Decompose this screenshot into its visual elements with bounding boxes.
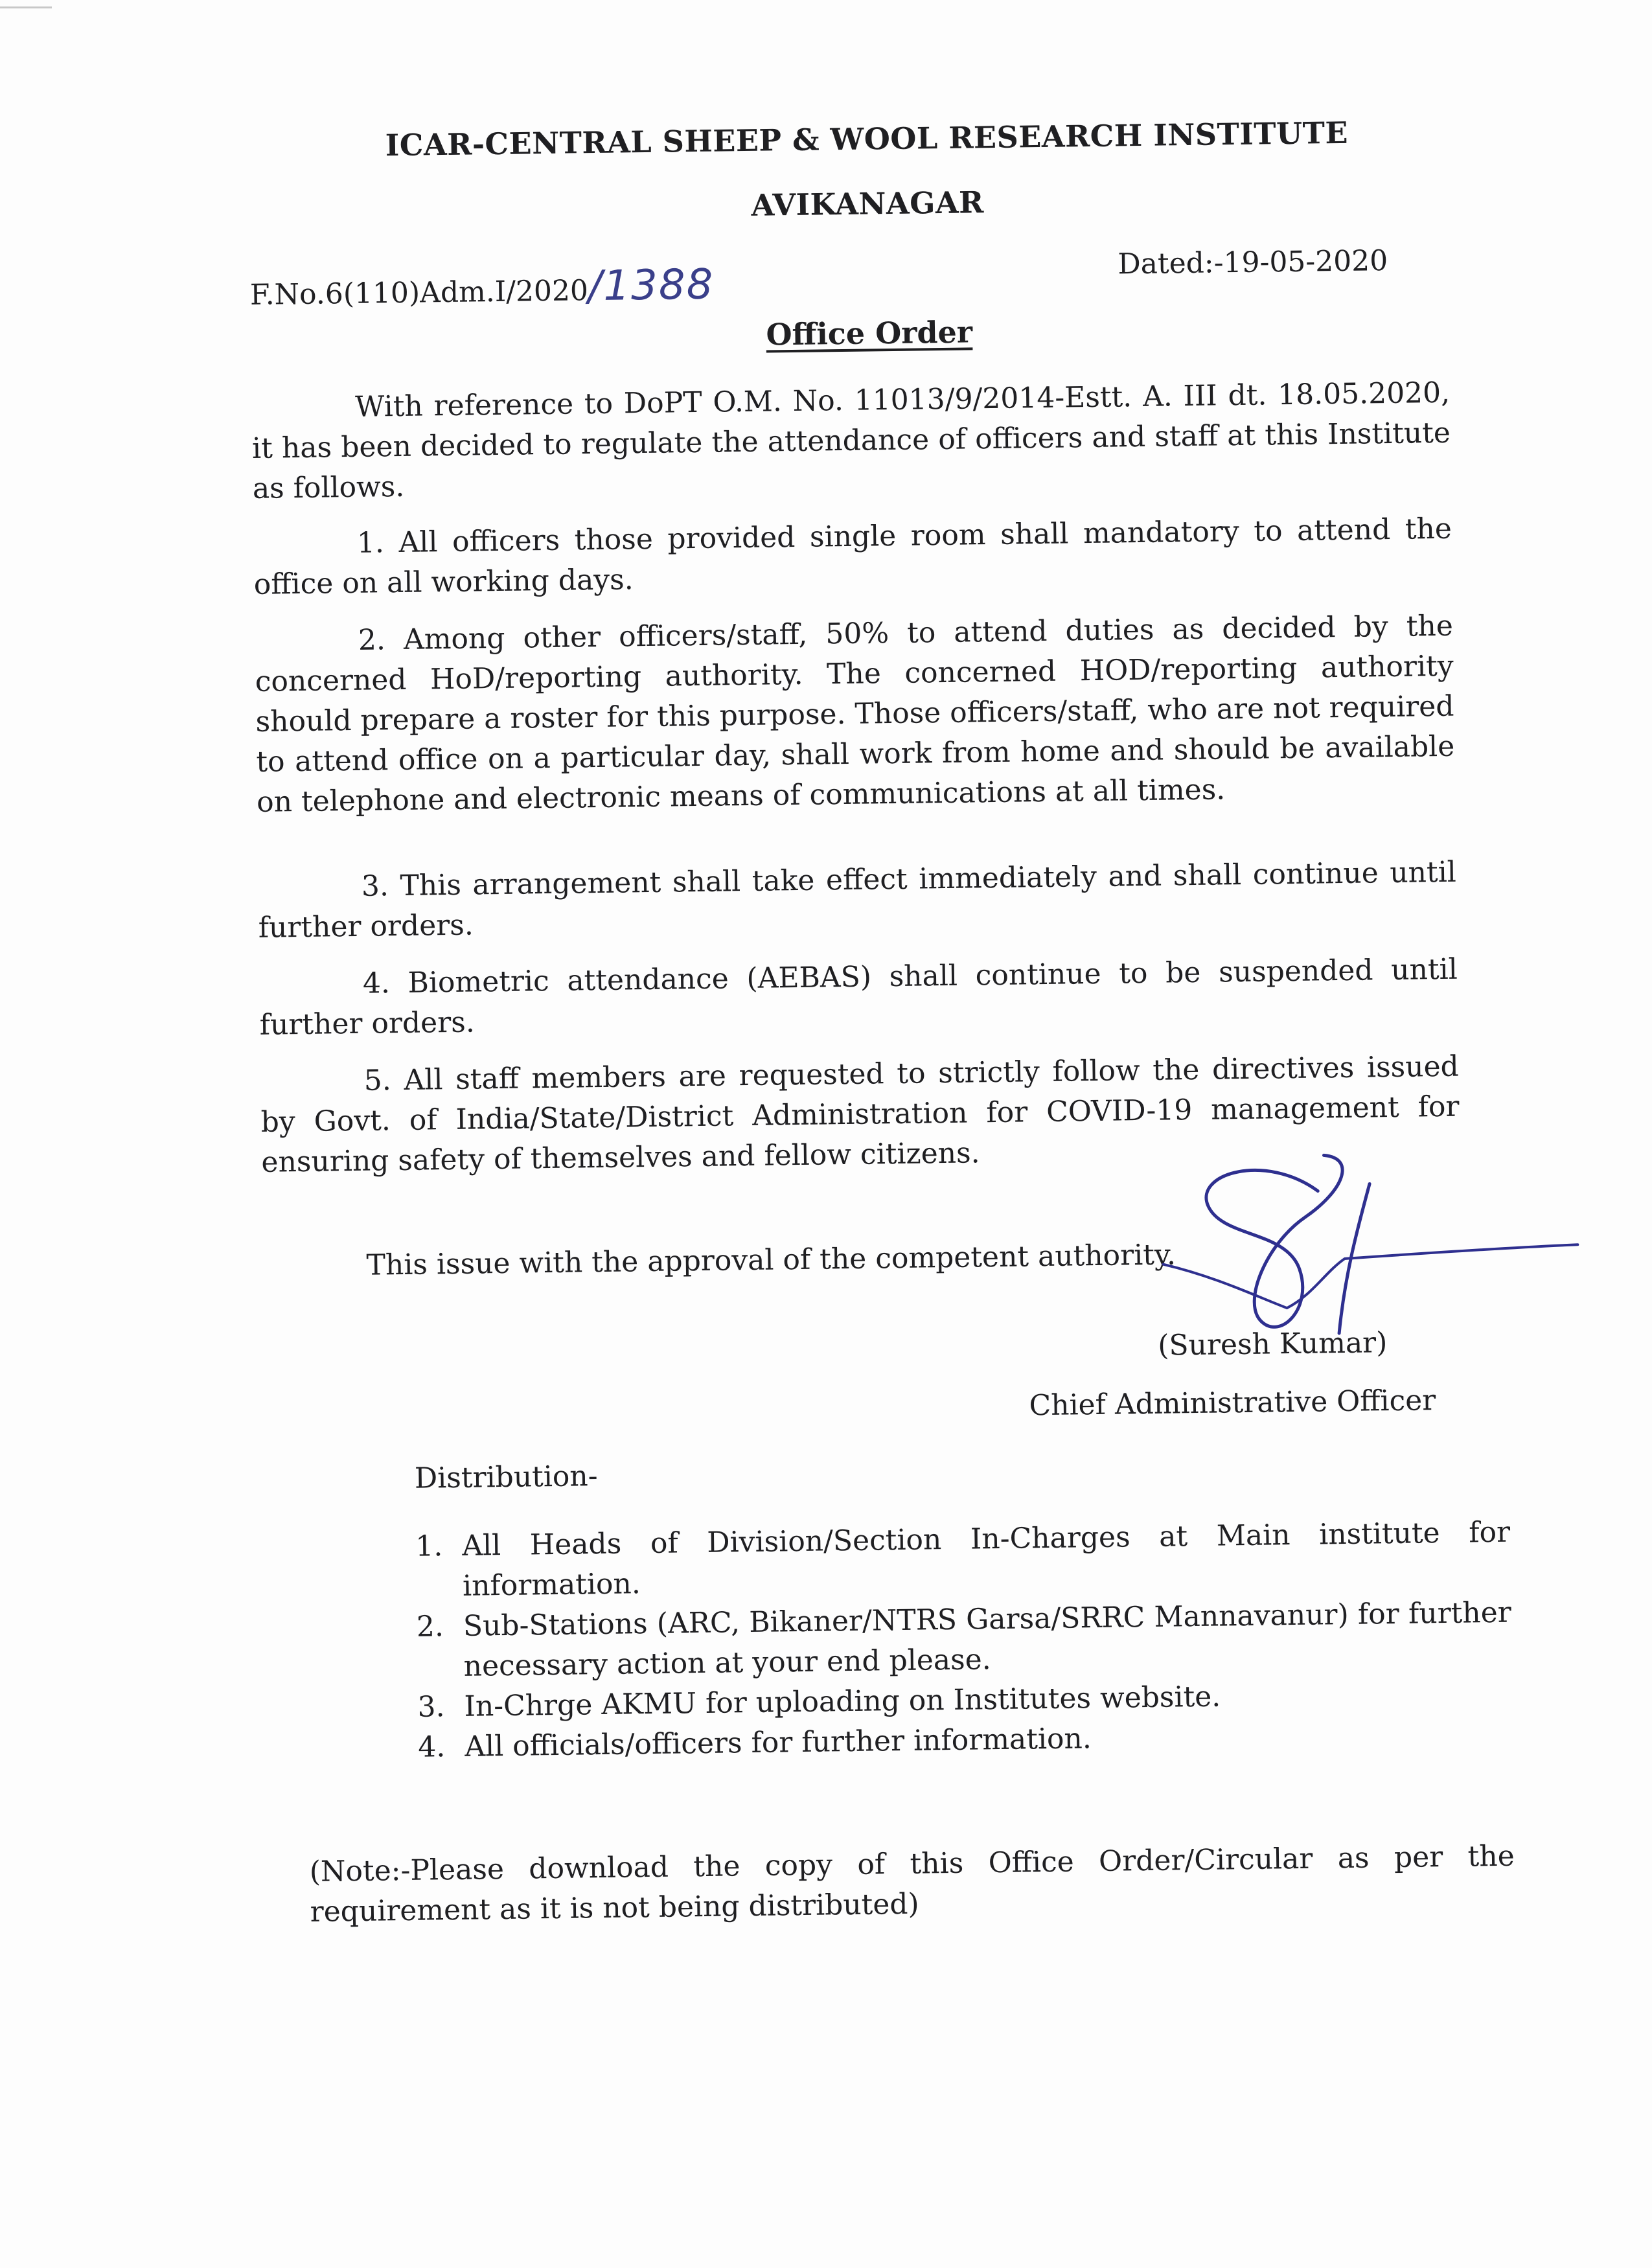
institute-name: ICAR-CENTRAL SHEEP & WOOL RESEARCH INSTITUTE xyxy=(385,115,1349,163)
distribution-item-number: 1. xyxy=(415,1529,443,1563)
scan-edge-mark xyxy=(0,6,52,8)
order-point-2: 2. Among other officers/staff, 50% to attend duties as decided by the concerned HoD/reporting authority. The concerned HOD/reporting authority should prepare a roster for this purpose. Those officers/staff, who are not required to attend office on a particular day, shall work from home and should be available on telephone and electronic means of communications at all times. xyxy=(255,609,1455,819)
distribution-label: Distribution- xyxy=(414,1460,598,1495)
signatory-designation: Chief Administrative Officer xyxy=(1029,1384,1436,1423)
document-title: Office Order xyxy=(766,314,973,352)
order-point-5: 5. All staff members are requested to strictly follow the directives issued by Govt. of India/State/District Administration for COVID-19 management for ensuring safety of themselves and fellow citizens. xyxy=(260,1049,1460,1179)
distribution-item-number: 4. xyxy=(417,1730,446,1764)
distribution-item-number: 2. xyxy=(416,1610,444,1644)
distribution-item xyxy=(416,1593,1511,1688)
distribution-list xyxy=(415,1513,1513,1768)
signatory-name: (Suresh Kumar) xyxy=(1157,1326,1388,1362)
file-number-handwritten: /1388 xyxy=(588,260,715,311)
distribution-note: (Note:-Please download the copy of this Office Order/Circular as per the requirement as it is not being distributed) xyxy=(309,1839,1515,1929)
approval-statement: This issue with the approval of the competent authority. xyxy=(366,1238,1176,1282)
file-number xyxy=(249,261,714,315)
distribution-item xyxy=(415,1513,1511,1607)
distribution-item-text: In-Chrge AKMU for uploading on Institutes website. xyxy=(464,1680,1221,1723)
institute-location: AVIKANAGAR xyxy=(751,185,985,223)
distribution-item-text: All Heads of Division/Section In-Charges at Main institute for information. xyxy=(461,1515,1511,1603)
distribution-item-number: 3. xyxy=(417,1690,445,1724)
distribution-item-text: All officials/officers for further information. xyxy=(464,1722,1092,1763)
order-date: Dated:-19-05-2020 xyxy=(1118,244,1388,281)
order-point-1: 1. All officers those provided single room shall mandatory to attend the office on all working days. xyxy=(253,512,1452,601)
order-point-3: 3. This arrangement shall take effect immediately and shall continue until further orders. xyxy=(258,855,1457,945)
file-number-printed: F.No.6(110)Adm.I/2020 xyxy=(249,274,589,312)
order-point-4: 4. Biometric attendance (AEBAS) shall continue to be suspended until further orders. xyxy=(259,952,1458,1042)
intro-paragraph: With reference to DoPT O.M. No. 11013/9/2014-Estt. A. III dt. 18.05.2020, it has been decided to regulate the attendance of officers and staff at this Institute as follows. xyxy=(251,376,1451,505)
distribution-item-text: Sub-Stations (ARC, Bikaner/NTRS Garsa/SRRC Mannavanur) for further necessary action at your end please. xyxy=(463,1596,1512,1683)
handwritten-signature xyxy=(1155,1142,1585,1362)
